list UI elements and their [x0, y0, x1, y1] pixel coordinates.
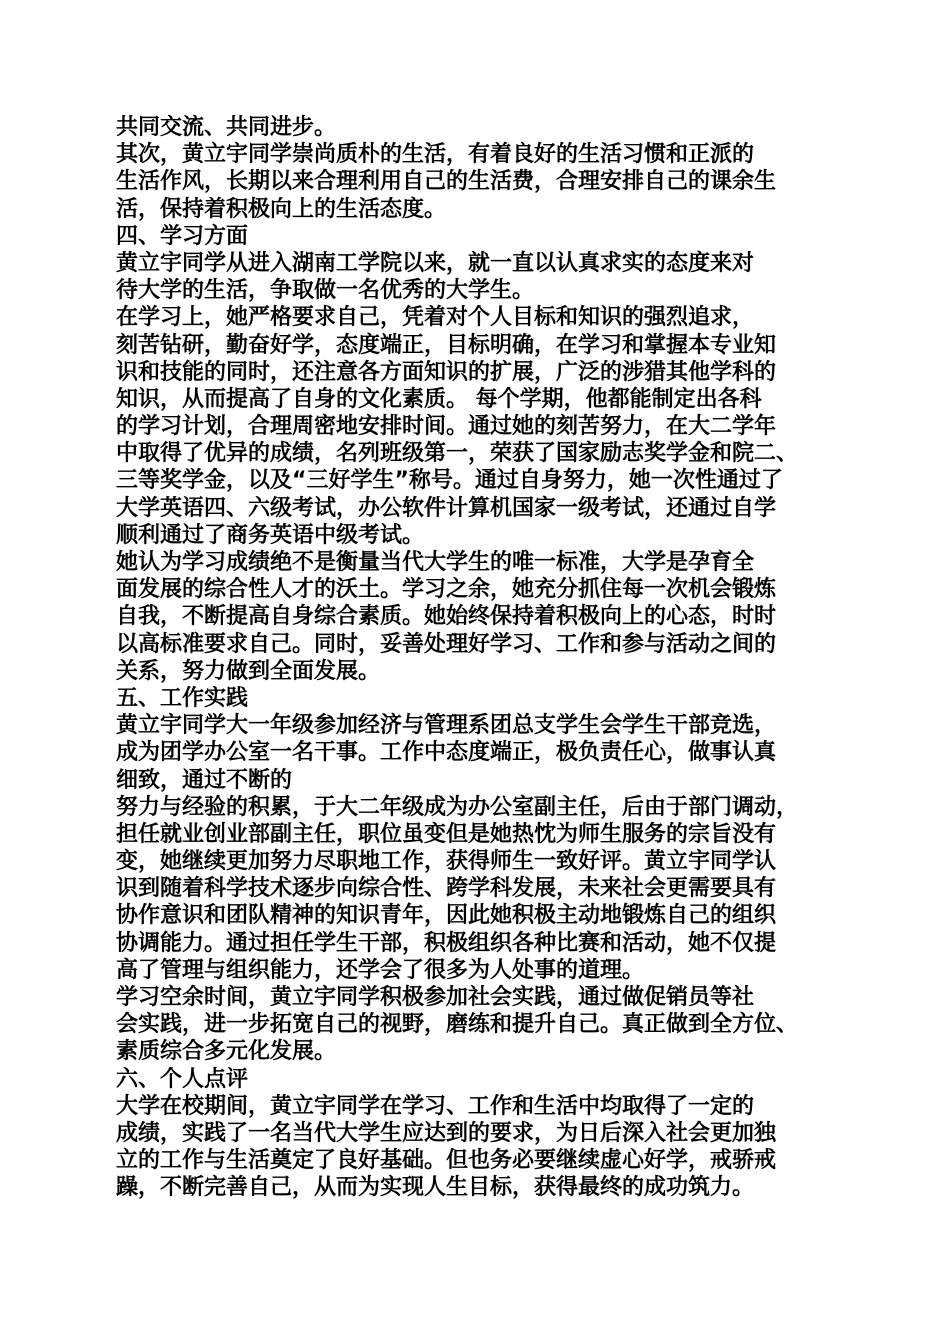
text-line: 生活作风，长期以来合理利用自己的生活费，合理安排自己的课余生 [116, 169, 777, 195]
text-line: 她认为学习成绩绝不是衡量当代大学生的唯一标准，大学是孕育全 [116, 550, 755, 575]
section-heading: 六、个人点评 [116, 1066, 249, 1092]
text-line: 共同交流、共同进步。 [116, 115, 337, 140]
text-line: 活，保持着积极向上的生活态度。 [116, 196, 447, 222]
text-line: 刻苦钻研，勤奋好学，态度端正，目标明确，在学习和掌握本专业知 [116, 332, 777, 358]
text-line: 会实践，进一步拓宽自己的视野，磨练和提升自己。真正做到全方位、 [116, 1012, 799, 1038]
text-line: 的学习计划，合理周密地安排时间。通过她的刻苦努力，在大二学年 [116, 414, 777, 440]
text-line: 大学英语四、六级考试，办公软件计算机国家一级考试，还通过自学 [116, 495, 777, 521]
text-line: 知识，从而提高了自身的文化素质。 每个学期，他都能制定出各科 [116, 386, 762, 412]
text-line: 关系，努力做到全面发展。 [116, 658, 381, 684]
text-line: 黄立宇同学从进入湖南工学院以来，就一直以认真求实的态度来对 [116, 250, 755, 276]
text-line: 三等奖学金，以及“三好学生”称号。通过自身努力，她一次性通过了 [116, 468, 783, 494]
text-line: 中取得了优异的成绩，名列班级第一，荣获了国家励志奖学金和院二、 [116, 441, 799, 467]
text-line: 以高标准要求自己。同时，妥善处理好学习、工作和参与活动之间的 [116, 631, 777, 657]
section-heading: 四、学习方面 [116, 223, 249, 249]
text-line: 成绩，实践了一名当代大学生应达到的要求，为日后深入社会更加独 [116, 1120, 777, 1146]
text-line: 自我，不断提高自身综合素质。她始终保持着积极向上的心态，时时 [116, 604, 777, 630]
text-line: 黄立宇同学大一年级参加经济与管理系团总支学生会学生干部竞选， [116, 713, 777, 739]
document-body [116, 114, 852, 1202]
text-line: 其次，黄立宇同学崇尚质朴的生活，有着良好的生活习惯和正派的 [116, 142, 755, 168]
text-line: 成为团学办公室一名干事。工作中态度端正，极负责任心，做事认真 [116, 740, 777, 766]
text-line: 努力与经验的积累，于大二年级成为办公室副主任，后由于部门调动， [116, 794, 799, 820]
text-line: 变，她继续更加努力尽职地工作，获得师生一致好评。黄立宇同学认 [116, 849, 777, 875]
text-line: 立的工作与生活奠定了良好基础。但也务必要继续虚心好学，戒骄戒 [116, 1148, 777, 1174]
section-heading: 五、工作实践 [116, 685, 249, 711]
text-line: 学习空余时间，黄立宇同学积极参加社会实践，通过做促销员等社 [116, 985, 755, 1010]
text-line: 面发展的综合性人才的沃土。学习之余，她充分抓住每一次机会锻炼 [116, 577, 777, 603]
text-line: 顺利通过了商务英语中级考试。 [116, 522, 425, 548]
text-line: 识到随着科学技术逐步向综合性、跨学科发展，未来社会更需要具有 [116, 876, 777, 902]
text-line: 细致，通过不断的 [116, 767, 293, 793]
text-line: 素质综合多元化发展。 [116, 1039, 337, 1065]
text-line: 大学在校期间，黄立宇同学在学习、工作和生活中均取得了一定的 [116, 1093, 755, 1119]
text-line: 待大学的生活，争取做一名优秀的大学生。 [116, 278, 535, 304]
text-line: 躁，不断完善自己，从而为实现人生目标，获得最终的成功筑力。 [116, 1175, 755, 1201]
text-line: 识和技能的同时，还注意各方面知识的扩展，广泛的涉猎其他学科的 [116, 359, 777, 385]
text-line: 协调能力。通过担任学生干部，积极组织各种比赛和活动，她不仅提 [116, 930, 777, 956]
text-line: 在学习上，她严格要求自己，凭着对个人目标和知识的强烈追求， [116, 305, 755, 331]
text-line: 高了管理与组织能力，还学会了很多为人处事的道理。 [116, 957, 645, 983]
text-line: 协作意识和团队精神的知识青年，因此她积极主动地锻炼自己的组织 [116, 903, 777, 929]
text-line: 担任就业创业部副主任，职位虽变但是她热忱为师生服务的宗旨没有 [116, 821, 777, 847]
